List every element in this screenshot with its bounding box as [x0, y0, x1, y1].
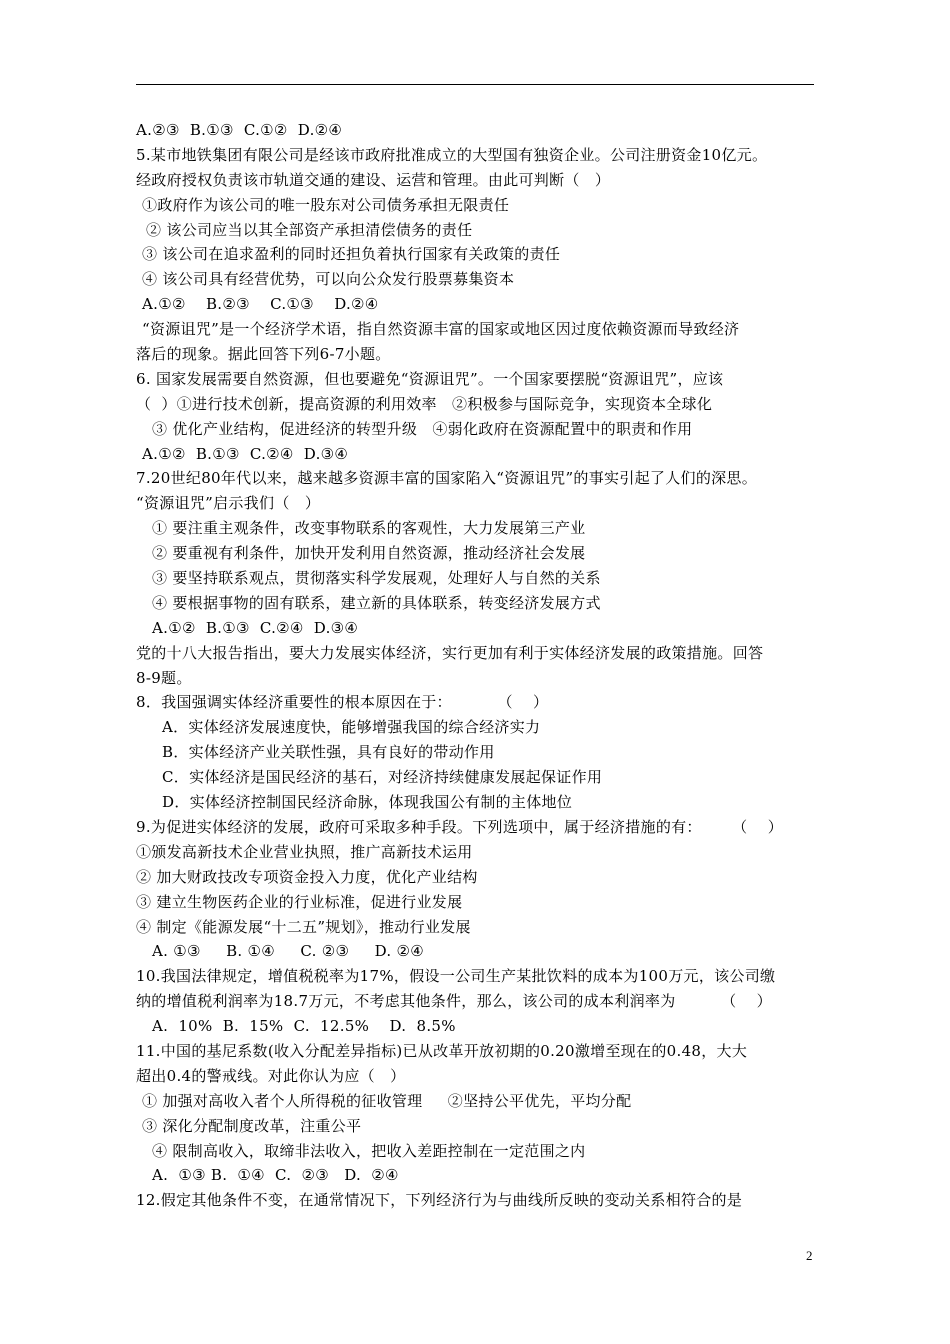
text-line: ④ 要根据事物的固有联系，建立新的具体联系，转变经济发展方式 — [152, 593, 601, 612]
text-line: 党的十八大报告指出，要大力发展实体经济，实行更加有利于实体经济发展的政策措施。回答 — [136, 643, 764, 662]
text-line: 6. 国家发展需要自然资源，但也要避免“资源诅咒”。一个国家要摆脱“资源诅咒”，应该 — [136, 369, 724, 388]
text-line: ① 要注重主观条件，改变事物联系的客观性，大力发展第三产业 — [152, 519, 586, 538]
text-line: ①政府作为该公司的唯一股东对公司债务承担无限责任 — [142, 195, 510, 214]
text-line: ① 加强对高收入者个人所得税的征收管理 ②坚持公平优先，平均分配 — [142, 1091, 632, 1110]
text-line: 9.为促进实体经济的发展，政府可采取多种手段。下列选项中，属于经济措施的有： （ ） — [136, 817, 783, 836]
text-line: 5.某市地铁集团有限公司是经该市政府批准成立的大型国有独资企业。公司注册资金10亿元。 — [136, 145, 768, 164]
text-line: A. 10% B. 15% C. 12.5% D. 8.5% — [152, 1017, 456, 1036]
question-text — [136, 118, 826, 1213]
text-line: A. ①③ B. ①④ C. ②③ D. ②④ — [152, 1166, 399, 1185]
text-line: ④ 该公司具有经营优势，可以向公众发行股票募集资本 — [142, 270, 515, 289]
text-line: 超出0.4的警戒线。对此你认为应（ ） — [136, 1066, 406, 1085]
text-line: ④ 制定《能源发展“十二五”规划》，推动行业发展 — [136, 917, 471, 936]
text-line: A.①② B.①③ C.②④ D.③④ — [142, 444, 349, 463]
text-line: ③ 优化产业结构，促进经济的转型升级 ④弱化政府在资源配置中的职责和作用 — [152, 419, 693, 438]
text-line: C．实体经济是国民经济的基石，对经济持续健康发展起保证作用 — [162, 768, 603, 787]
text-line: 经政府授权负责该市轨道交通的建设、运营和管理。由此可判断（ ） — [136, 170, 611, 189]
text-line: ③ 该公司在追求盈利的同时还担负着执行国家有关政策的责任 — [142, 245, 561, 264]
text-line: A.①② B.②③ C.①③ D.②④ — [142, 295, 379, 314]
text-line: ③ 深化分配制度改革，注重公平 — [142, 1116, 362, 1135]
text-line: 纳的增值税利润率为18.7万元，不考虑其他条件，那么，该公司的成本利润率为 （ ） — [136, 992, 772, 1011]
text-line: “资源诅咒”启示我们（ ） — [136, 494, 321, 513]
text-line: A．实体经济发展速度快，能够增强我国的综合经济实力 — [162, 718, 541, 737]
text-line: ② 要重视有利条件，加快开发利用自然资源，推动经济社会发展 — [152, 544, 586, 563]
page-number: 2 — [806, 1248, 813, 1263]
text-line: 8．我国强调实体经济重要性的根本原因在于： （ ） — [136, 693, 549, 712]
text-line: 落后的现象。据此回答下列6-7小题。 — [136, 345, 391, 364]
text-line: ④ 限制高收入，取缔非法收入，把收入差距控制在一定范围之内 — [152, 1141, 586, 1160]
text-line: A. ①③ B. ①④ C. ②③ D. ②④ — [152, 942, 425, 961]
text-line: ③ 要坚持联系观点，贯彻落实科学发展观，处理好人与自然的关系 — [152, 569, 601, 588]
text-line: 7.20世纪80年代以来，越来越多资源丰富的国家陷入“资源诅咒”的事实引起了人们的深思。 — [136, 469, 758, 488]
text-line: A.①② B.①③ C.②④ D.③④ — [152, 618, 359, 637]
header-rule — [136, 84, 814, 85]
text-line: ② 加大财政技改专项资金投入力度，优化产业结构 — [136, 867, 478, 886]
text-line: ③ 建立生物医药企业的行业标准，促进行业发展 — [136, 892, 463, 911]
text-line: ①颁发高新技术企业营业执照，推广高新技术运用 — [136, 842, 473, 861]
text-line: A.②③ B.①③ C.①② D.②④ — [136, 121, 343, 139]
text-line: 10.我国法律规定，增值税税率为17%，假设一公司生产某批饮料的成本为100万元，该公司缴 — [136, 967, 776, 986]
text-line: D．实体经济控制国民经济命脉，体现我国公有制的主体地位 — [162, 793, 573, 812]
text-line: ② 该公司应当以其全部资产承担清偿债务的责任 — [146, 220, 473, 239]
text-line: （ ）①进行技术创新，提高资源的利用效率 ②积极参与国际竞争，实现资本全球化 — [136, 394, 713, 413]
text-line: 11.中国的基尼系数(收入分配差异指标)已从改革开放初期的0.20激增至现在的0.48，大大 — [136, 1041, 748, 1060]
text-line: B．实体经济产业关联性强，具有良好的带动作用 — [162, 743, 495, 762]
text-line: 8-9题。 — [136, 668, 192, 687]
text-line: “资源诅咒”是一个经济学术语，指自然资源丰富的国家或地区因过度依赖资源而导致经济 — [142, 320, 740, 339]
text-line: 12.假定其他条件不变，在通常情况下，下列经济行为与曲线所反映的变动关系相符合的是 — [136, 1191, 743, 1210]
